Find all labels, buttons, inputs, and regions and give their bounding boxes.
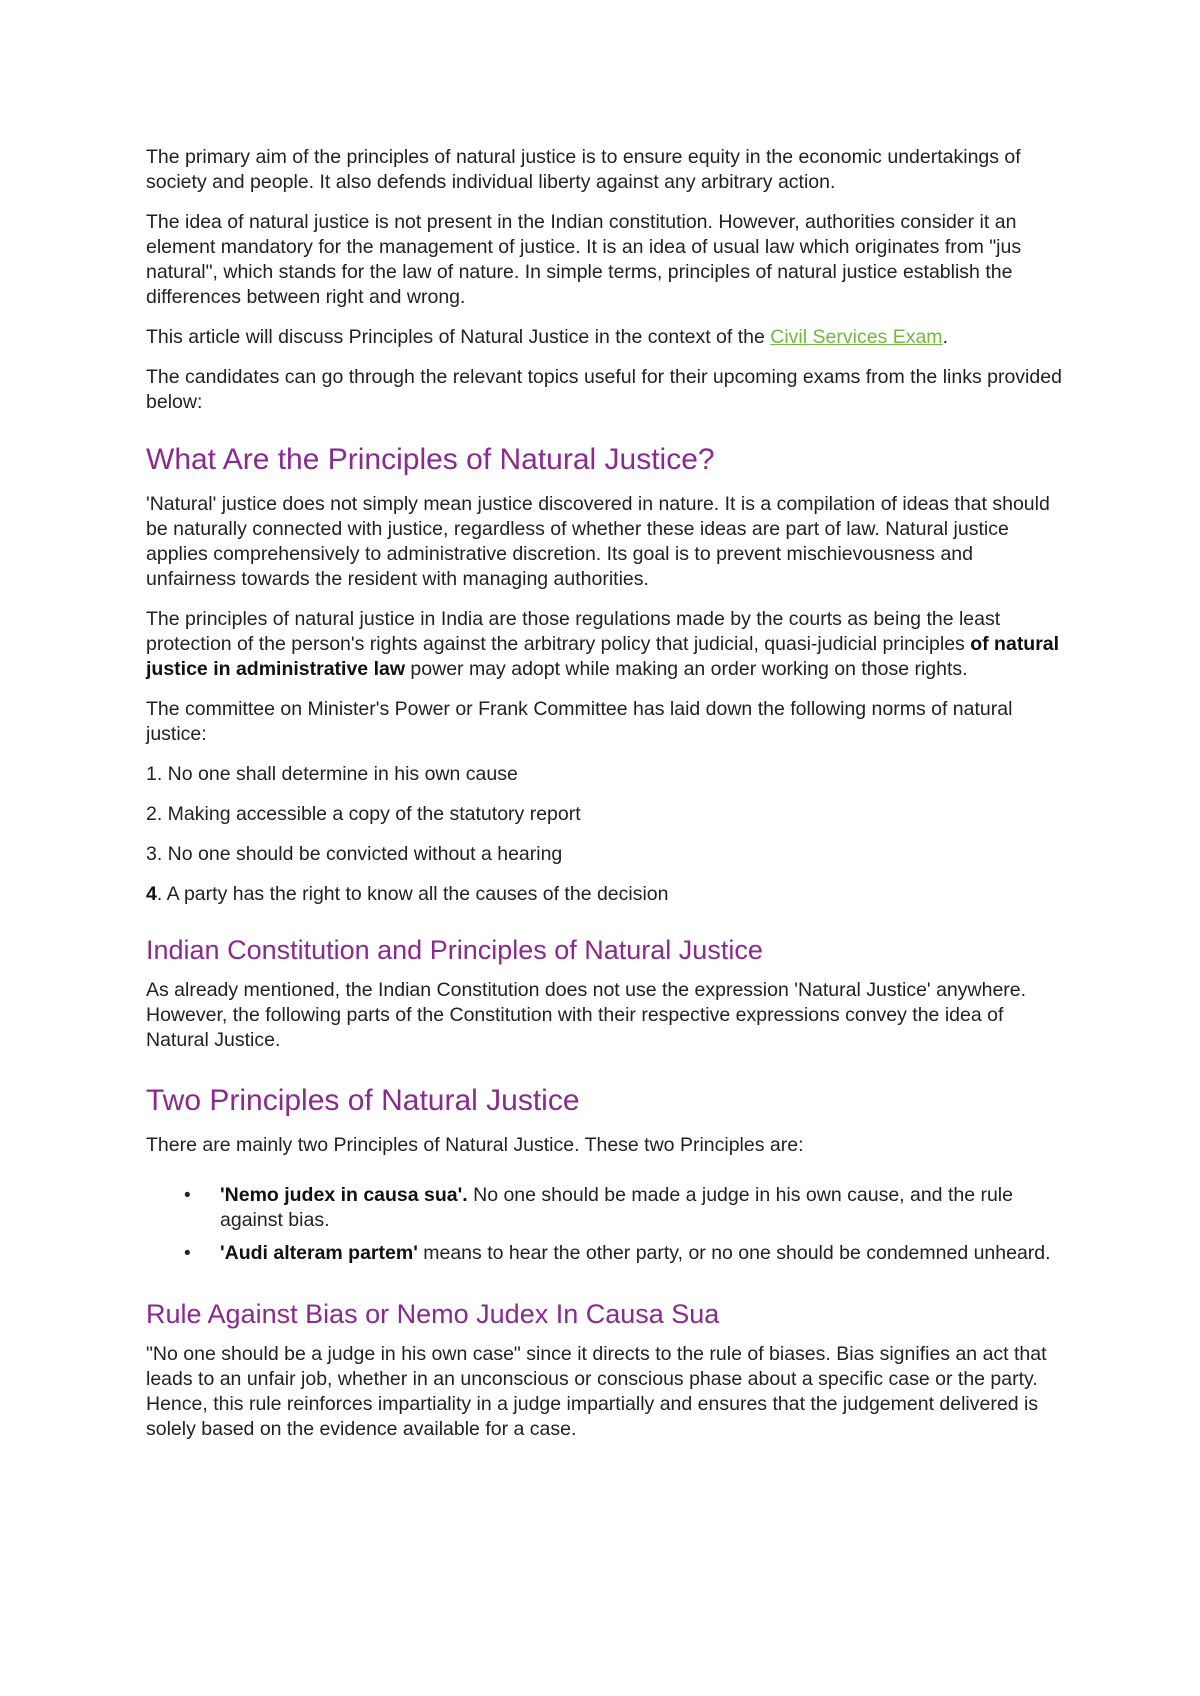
intro-paragraph-3-end: . xyxy=(942,326,948,348)
norms-list xyxy=(146,762,1066,907)
norm-number: 3. xyxy=(146,843,163,865)
document-page xyxy=(146,145,1066,1457)
section-heading-rule-against-bias: Rule Against Bias or Nemo Judex In Causa Sua xyxy=(146,1299,720,1329)
norm-item-2 xyxy=(146,802,1066,827)
section1-paragraph-2-end: power may adopt while making an order working on those rights. xyxy=(405,658,968,680)
section-heading-two-principles: Two Principles of Natural Justice xyxy=(146,1084,580,1117)
section-heading-indian-constitution: Indian Constitution and Principles of Natural Justice xyxy=(146,935,763,965)
bullet-bold-term: 'Nemo judex in causa sua'. xyxy=(220,1184,468,1206)
bullet-text: No one should be made a judge in his own cause, and the rule against bias. xyxy=(220,1184,1013,1231)
bullet-item-nemo-judex xyxy=(146,1183,1066,1233)
norm-item-1 xyxy=(146,762,1066,787)
norm-text: Making accessible a copy of the statutory report xyxy=(162,803,581,825)
section1-paragraph-2 xyxy=(146,607,1066,682)
norm-text: No one should be convicted without a hearing xyxy=(162,843,563,865)
section1-paragraph-2-text: The principles of natural justice in India are those regulations made by the courts as being the least protection of the person's rights against the arbitrary policy that judicial, quasi-judicial principles xyxy=(146,608,1001,655)
norm-item-3 xyxy=(146,842,1066,867)
norm-number: 1. xyxy=(146,763,163,785)
bullet-text: means to hear the other party, or no one should be condemned unheard. xyxy=(417,1242,1051,1264)
norm-number: 2. xyxy=(146,803,163,825)
norm-text: . A party has the right to know all the causes of the decision xyxy=(156,883,669,905)
bullet-icon: • xyxy=(184,1243,191,1264)
intro-paragraph-4: The candidates can go through the relevant topics useful for their upcoming exams from the links provided below: xyxy=(146,366,1062,413)
section1-paragraph-3: The committee on Minister's Power or Frank Committee has laid down the following norms of natural justice: xyxy=(146,698,1013,745)
section1-paragraph-2-bold: of natural justice in administrative law xyxy=(146,633,1060,680)
bullet-item-audi-alteram xyxy=(146,1241,1066,1266)
intro-paragraph-2: The idea of natural justice is not present in the Indian constitution. However, authorities consider it an element mandatory for the management of justice. It is an idea of usual law which originates from "jus natural", which stands for the law of nature. In simple terms, principles of natural justice establish the differences between right and wrong. xyxy=(146,211,1022,308)
principles-bullet-list xyxy=(146,1183,1066,1266)
intro-paragraph-1: The primary aim of the principles of natural justice is to ensure equity in the economic undertakings of society and people. It also defends individual liberty against any arbitrary action. xyxy=(146,146,1021,193)
intro-paragraph-3 xyxy=(146,325,1066,350)
norm-number: 4 xyxy=(146,883,157,905)
section1-paragraph-1: 'Natural' justice does not simply mean justice discovered in nature. It is a compilation of ideas that should be naturally connected with justice, regardless of whether these ideas are part of law. Natural justice applies comprehensively to administrative discretion. Its goal is to prevent mischievousness and unfairness towards the resident with managing authorities. xyxy=(146,493,1050,590)
norm-text: No one shall determine in his own cause xyxy=(162,763,518,785)
section-heading-what-are-principles: What Are the Principles of Natural Justice? xyxy=(146,443,715,476)
section4-paragraph-1: "No one should be a judge in his own case" since it directs to the rule of biases. Bias signifies an act that leads to an unfair job, whether in an unconscious or conscious phase about a specific case or the party. Hence, this rule reinforces impartiality in a judge impartially and ensures that the judgement delivered is solely based on the evidence available for a case. xyxy=(146,1343,1047,1440)
intro-paragraph-3-text: This article will discuss Principles of Natural Justice in the context of the xyxy=(146,326,771,348)
bullet-icon: • xyxy=(184,1185,191,1206)
bullet-bold-term: 'Audi alteram partem' xyxy=(220,1242,418,1264)
section3-paragraph-1: There are mainly two Principles of Natural Justice. These two Principles are: xyxy=(146,1134,804,1156)
civil-services-exam-link[interactable]: Civil Services Exam xyxy=(770,326,943,348)
norm-item-4 xyxy=(146,882,1066,907)
section2-paragraph-1: As already mentioned, the Indian Constitution does not use the expression 'Natural Justice' anywhere. However, the following parts of the Constitution with their respective expressions convey the idea of Natural Justice. xyxy=(146,979,1027,1051)
